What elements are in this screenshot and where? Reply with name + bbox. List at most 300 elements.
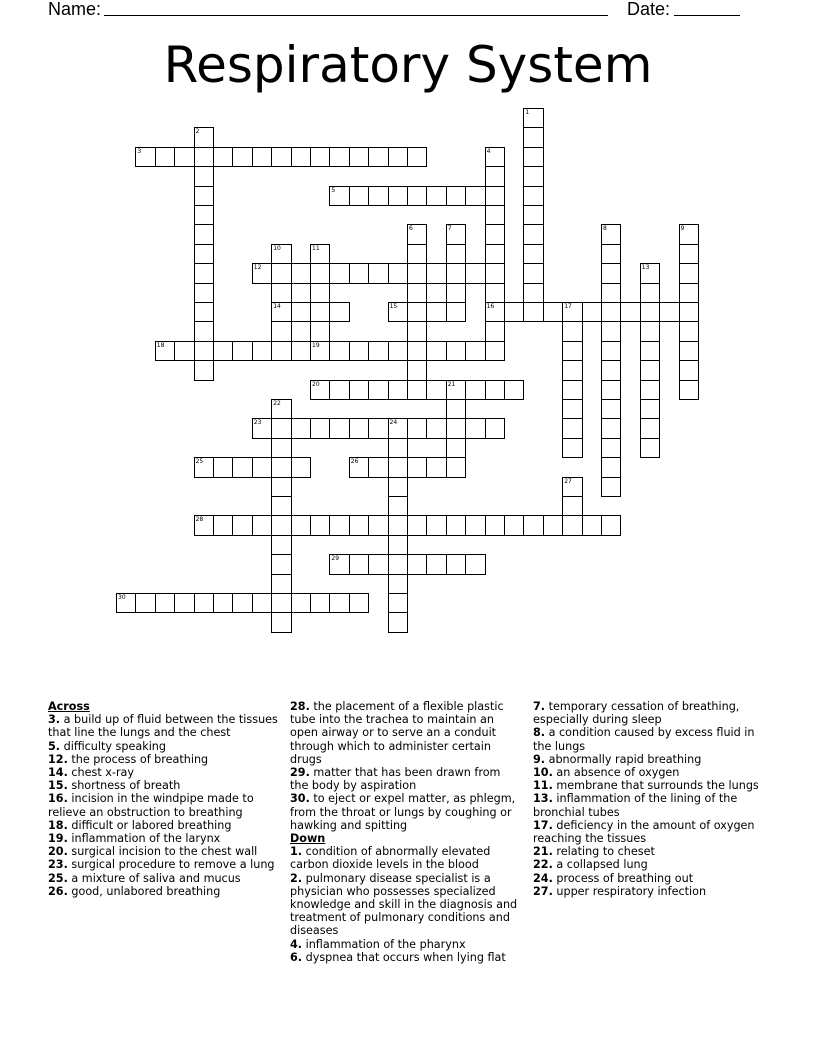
crossword-cell[interactable] — [271, 612, 291, 632]
crossword-cell[interactable] — [271, 302, 291, 322]
crossword-cell[interactable] — [640, 341, 660, 361]
clue-number-label: 14. — [48, 766, 68, 780]
crossword-cell[interactable] — [426, 302, 446, 322]
clue-number-label: 19. — [48, 832, 68, 846]
crossword-cell[interactable] — [329, 418, 349, 438]
crossword-cell[interactable] — [601, 244, 621, 264]
clue-number: 3 — [137, 147, 142, 155]
crossword-cell[interactable] — [271, 341, 291, 361]
crossword-cell[interactable] — [504, 380, 524, 400]
crossword-cell[interactable] — [562, 515, 582, 535]
crossword-cell[interactable] — [388, 147, 408, 167]
crossword-cell[interactable] — [194, 127, 214, 147]
crossword-cell[interactable] — [252, 147, 272, 167]
crossword-cell[interactable] — [349, 341, 369, 361]
clue-number-label: 25. — [48, 871, 68, 885]
crossword-cell[interactable] — [640, 263, 660, 283]
crossword-cell[interactable] — [485, 166, 505, 186]
crossword-cell[interactable] — [349, 380, 369, 400]
crossword-cell[interactable] — [310, 263, 330, 283]
crossword-cell[interactable] — [485, 244, 505, 264]
crossword-cell[interactable] — [329, 554, 349, 574]
clue-item — [48, 792, 280, 818]
crossword-cell[interactable] — [329, 515, 349, 535]
clue-item — [48, 779, 280, 792]
clue-number: 22 — [273, 400, 281, 407]
clue-number-label: 26. — [48, 884, 68, 898]
crossword-cell[interactable] — [679, 321, 699, 341]
crossword-cell[interactable] — [679, 244, 699, 264]
crossword-cell[interactable] — [155, 147, 175, 167]
clue-text: dyspnea that occurs when lying flat — [302, 950, 506, 964]
crossword-cell[interactable] — [562, 399, 582, 419]
crossword-cell[interactable] — [407, 283, 427, 303]
crossword-cell[interactable] — [601, 302, 621, 322]
clue-item — [48, 766, 280, 779]
crossword-cell[interactable] — [232, 593, 252, 613]
crossword-cell[interactable] — [601, 399, 621, 419]
crossword-cell[interactable] — [446, 457, 466, 477]
crossword-cell[interactable] — [523, 283, 543, 303]
clue-item — [533, 819, 765, 845]
crossword-cell[interactable] — [465, 515, 485, 535]
crossword-cell[interactable] — [679, 224, 699, 244]
crossword-cell[interactable] — [562, 360, 582, 380]
crossword-cell[interactable] — [349, 457, 369, 477]
clue-text: incision in the windpipe made to relieve an obstruction to breathing — [48, 792, 254, 819]
crossword-cell[interactable] — [485, 147, 505, 167]
crossword-cell[interactable] — [155, 593, 175, 613]
crossword-cell[interactable] — [291, 263, 311, 283]
crossword-cell[interactable] — [640, 283, 660, 303]
crossword-cell[interactable] — [135, 147, 155, 167]
clue-number-label: 27. — [533, 884, 553, 898]
crossword-cell[interactable] — [194, 593, 214, 613]
crossword-cell[interactable] — [329, 380, 349, 400]
crossword-cell[interactable] — [194, 186, 214, 206]
crossword-cell[interactable] — [349, 186, 369, 206]
crossword-cell[interactable] — [485, 302, 505, 322]
crossword-cell[interactable] — [446, 283, 466, 303]
crossword-cell[interactable] — [368, 380, 388, 400]
crossword-cell[interactable] — [252, 593, 272, 613]
crossword-cell[interactable] — [194, 244, 214, 264]
crossword-cell[interactable] — [601, 360, 621, 380]
crossword-cell[interactable] — [407, 380, 427, 400]
crossword-cell[interactable] — [388, 593, 408, 613]
clue-text: relating to cheset — [552, 845, 655, 859]
crossword-cell[interactable] — [485, 418, 505, 438]
crossword-cell[interactable] — [465, 380, 485, 400]
crossword-cell[interactable] — [640, 302, 660, 322]
crossword-cell[interactable] — [388, 496, 408, 516]
crossword-cell[interactable] — [368, 341, 388, 361]
crossword-cell[interactable] — [562, 418, 582, 438]
crossword-cell[interactable] — [291, 147, 311, 167]
crossword-cell[interactable] — [349, 418, 369, 438]
crossword-cell[interactable] — [601, 321, 621, 341]
crossword-cell[interactable] — [407, 263, 427, 283]
crossword-cell[interactable] — [213, 593, 233, 613]
crossword-cell[interactable] — [213, 147, 233, 167]
crossword-cell[interactable] — [485, 263, 505, 283]
clue-item — [533, 885, 765, 898]
crossword-cell[interactable] — [504, 302, 524, 322]
crossword-cell[interactable] — [194, 302, 214, 322]
crossword-cell[interactable] — [426, 418, 446, 438]
crossword-cell[interactable] — [194, 321, 214, 341]
crossword-cell[interactable] — [485, 341, 505, 361]
crossword-cell[interactable] — [194, 147, 214, 167]
crossword-cell[interactable] — [388, 186, 408, 206]
crossword-cell[interactable] — [271, 147, 291, 167]
crossword-cell[interactable] — [485, 380, 505, 400]
crossword-cell[interactable] — [194, 166, 214, 186]
crossword-cell[interactable] — [271, 515, 291, 535]
crossword-cell[interactable] — [310, 418, 330, 438]
crossword-cell[interactable] — [601, 438, 621, 458]
crossword-cell[interactable] — [485, 283, 505, 303]
crossword-cell[interactable] — [329, 186, 349, 206]
crossword-cell[interactable] — [349, 147, 369, 167]
crossword-cell[interactable] — [679, 341, 699, 361]
crossword-cell[interactable] — [310, 593, 330, 613]
crossword-cell[interactable] — [349, 554, 369, 574]
crossword-cell[interactable] — [291, 418, 311, 438]
crossword-cell[interactable] — [368, 457, 388, 477]
crossword-cell[interactable] — [601, 515, 621, 535]
crossword-cell[interactable] — [640, 438, 660, 458]
crossword-cell[interactable] — [679, 263, 699, 283]
crossword-cell[interactable] — [426, 380, 446, 400]
crossword-cell[interactable] — [194, 205, 214, 225]
clue-number-label: 23. — [48, 858, 68, 872]
clue-number-label: 17. — [533, 818, 553, 832]
crossword-cell[interactable] — [329, 593, 349, 613]
clue-number: 15 — [389, 303, 398, 310]
crossword-cell[interactable] — [601, 263, 621, 283]
crossword-cell[interactable] — [446, 418, 466, 438]
crossword-cell[interactable] — [388, 438, 408, 458]
crossword-cell[interactable] — [523, 127, 543, 147]
crossword-cell[interactable] — [310, 515, 330, 535]
clue-text: good, unlabored breathing — [67, 884, 221, 898]
crossword-cell[interactable] — [368, 515, 388, 535]
crossword-cell[interactable] — [523, 166, 543, 186]
crossword-cell[interactable] — [388, 574, 408, 594]
crossword-cell[interactable] — [388, 554, 408, 574]
crossword-cell[interactable] — [349, 263, 369, 283]
crossword-cell[interactable] — [329, 302, 349, 322]
crossword-cell[interactable] — [679, 380, 699, 400]
clue-text: the process of breathing — [67, 752, 209, 766]
crossword-cell[interactable] — [174, 593, 194, 613]
crossword-cell[interactable] — [194, 224, 214, 244]
crossword-cell[interactable] — [388, 457, 408, 477]
crossword-cell[interactable] — [232, 341, 252, 361]
clue-number-label: 6. — [290, 950, 303, 964]
crossword-cell[interactable] — [271, 438, 291, 458]
crossword-cell[interactable] — [271, 399, 291, 419]
crossword-cell[interactable] — [407, 186, 427, 206]
clue-text: inflammation of the lining of the bronchial tubes — [533, 792, 738, 819]
crossword-cell[interactable] — [562, 477, 582, 497]
crossword-cell[interactable] — [640, 321, 660, 341]
crossword-cell[interactable] — [640, 360, 660, 380]
crossword-cell[interactable] — [446, 224, 466, 244]
crossword-cell[interactable] — [388, 515, 408, 535]
crossword-cell[interactable] — [407, 418, 427, 438]
crossword-cell[interactable] — [485, 515, 505, 535]
crossword-cell[interactable] — [465, 186, 485, 206]
clue-number: 11 — [312, 244, 320, 252]
crossword-cell[interactable] — [271, 477, 291, 497]
crossword-cell[interactable] — [388, 535, 408, 555]
crossword-cell[interactable] — [213, 457, 233, 477]
crossword-cell[interactable] — [562, 341, 582, 361]
crossword-cell[interactable] — [388, 477, 408, 497]
crossword-cell[interactable] — [271, 244, 291, 264]
crossword-cell[interactable] — [523, 224, 543, 244]
crossword-cell[interactable] — [349, 515, 369, 535]
crossword-cell[interactable] — [310, 341, 330, 361]
crossword-cell[interactable] — [271, 457, 291, 477]
crossword-cell[interactable] — [446, 341, 466, 361]
clue-number-label: 1. — [290, 845, 303, 859]
crossword-cell[interactable] — [407, 224, 427, 244]
crossword-cell[interactable] — [620, 302, 640, 322]
clue-text: difficulty speaking — [60, 739, 166, 753]
clue-item — [533, 845, 765, 858]
crossword-cell[interactable] — [368, 554, 388, 574]
crossword-cell[interactable] — [388, 302, 408, 322]
crossword-cell[interactable] — [562, 302, 582, 322]
crossword-cell[interactable] — [426, 457, 446, 477]
clue-number: 8 — [603, 225, 607, 233]
crossword-cell[interactable] — [407, 360, 427, 380]
crossword-cell[interactable] — [640, 399, 660, 419]
crossword-cell[interactable] — [426, 186, 446, 206]
clue-number-label: 10. — [533, 766, 553, 780]
clue-number: 16 — [486, 303, 495, 310]
crossword-cell[interactable] — [388, 263, 408, 283]
crossword-cell[interactable] — [659, 302, 679, 322]
clue-number-label: 18. — [48, 818, 68, 832]
clue-number: 19 — [312, 341, 320, 349]
crossword-cell[interactable] — [446, 263, 466, 283]
crossword-cell[interactable] — [543, 515, 563, 535]
crossword-cell[interactable] — [504, 515, 524, 535]
crossword-cell[interactable] — [446, 438, 466, 458]
clue-number: 30 — [118, 594, 126, 601]
crossword-cell[interactable] — [601, 283, 621, 303]
crossword-cell[interactable] — [446, 186, 466, 206]
crossword-cell[interactable] — [174, 341, 194, 361]
crossword-cell[interactable] — [329, 341, 349, 361]
crossword-cell[interactable] — [562, 496, 582, 516]
crossword-cell[interactable] — [194, 360, 214, 380]
clue-number-label: 20. — [48, 845, 68, 859]
crossword-cell[interactable] — [485, 321, 505, 341]
crossword-cell[interactable] — [465, 341, 485, 361]
crossword-cell[interactable] — [310, 321, 330, 341]
crossword-cell[interactable] — [271, 321, 291, 341]
crossword-cell[interactable] — [291, 593, 311, 613]
crossword-cell[interactable] — [679, 302, 699, 322]
crossword-cell[interactable] — [407, 244, 427, 264]
crossword-cell[interactable] — [271, 496, 291, 516]
crossword-cell[interactable] — [601, 341, 621, 361]
crossword-cell[interactable] — [213, 515, 233, 535]
crossword-cell[interactable] — [194, 263, 214, 283]
crossword-cell[interactable] — [407, 554, 427, 574]
crossword-cell[interactable] — [194, 457, 214, 477]
clue-item — [533, 792, 765, 818]
crossword-cell[interactable] — [523, 244, 543, 264]
clue-text: chest x-ray — [67, 766, 135, 780]
crossword-cell[interactable] — [310, 302, 330, 322]
crossword-cell[interactable] — [116, 593, 136, 613]
crossword-cell[interactable] — [329, 263, 349, 283]
crossword-cell[interactable] — [679, 360, 699, 380]
crossword-cell[interactable] — [465, 418, 485, 438]
crossword-cell[interactable] — [252, 515, 272, 535]
crossword-cell[interactable] — [640, 380, 660, 400]
crossword-cell[interactable] — [388, 418, 408, 438]
clue-number-label: 15. — [48, 779, 68, 793]
crossword-cell[interactable] — [407, 341, 427, 361]
clue-item — [48, 858, 280, 871]
clue-number: 26 — [350, 458, 359, 466]
crossword-cell[interactable] — [523, 205, 543, 225]
crossword-cell[interactable] — [601, 418, 621, 438]
crossword-cell[interactable] — [543, 302, 563, 322]
clue-text: abnormally rapid breathing — [545, 752, 702, 766]
clue-text: shortness of breath — [67, 779, 181, 793]
clue-text: surgical incision to the chest wall — [67, 845, 258, 859]
crossword-cell[interactable] — [349, 593, 369, 613]
crossword-cell[interactable] — [271, 593, 291, 613]
crossword-cell[interactable] — [291, 302, 311, 322]
clue-item — [48, 845, 280, 858]
crossword-cell[interactable] — [252, 341, 272, 361]
crossword-cell[interactable] — [523, 302, 543, 322]
crossword-cell[interactable] — [135, 593, 155, 613]
crossword-cell[interactable] — [465, 263, 485, 283]
crossword-cell[interactable] — [446, 554, 466, 574]
crossword-cell[interactable] — [388, 380, 408, 400]
crossword-cell[interactable] — [485, 224, 505, 244]
crossword-cell[interactable] — [485, 186, 505, 206]
crossword-cell[interactable] — [271, 283, 291, 303]
crossword-cell[interactable] — [252, 263, 272, 283]
crossword-cell[interactable] — [446, 380, 466, 400]
crossword-cell[interactable] — [601, 380, 621, 400]
crossword-cell[interactable] — [446, 302, 466, 322]
crossword-cell[interactable] — [562, 380, 582, 400]
crossword-cell[interactable] — [465, 554, 485, 574]
crossword-cell[interactable] — [407, 321, 427, 341]
crossword-cell[interactable] — [407, 457, 427, 477]
crossword-cell[interactable] — [174, 147, 194, 167]
crossword-cell[interactable] — [523, 186, 543, 206]
crossword-cell[interactable] — [271, 574, 291, 594]
crossword-cell[interactable] — [388, 612, 408, 632]
crossword-cell[interactable] — [329, 147, 349, 167]
crossword-cell[interactable] — [252, 457, 272, 477]
crossword-cell[interactable] — [426, 263, 446, 283]
crossword-cell[interactable] — [426, 554, 446, 574]
crossword-cell[interactable] — [601, 224, 621, 244]
crossword-cell[interactable] — [388, 341, 408, 361]
crossword-cell[interactable] — [271, 263, 291, 283]
clue-item — [48, 832, 280, 845]
crossword-cell[interactable] — [232, 457, 252, 477]
crossword-cell[interactable] — [368, 147, 388, 167]
crossword-cell[interactable] — [446, 244, 466, 264]
crossword-cell[interactable] — [155, 341, 175, 361]
crossword-cell[interactable] — [271, 418, 291, 438]
clue-number: 7 — [447, 225, 452, 233]
crossword-cell[interactable] — [213, 341, 233, 361]
crossword-cell[interactable] — [523, 147, 543, 167]
crossword-cell[interactable] — [232, 515, 252, 535]
crossword-cell[interactable] — [194, 341, 214, 361]
crossword-cell[interactable] — [194, 283, 214, 303]
crossword-cell[interactable] — [562, 438, 582, 458]
crossword-cell[interactable] — [523, 263, 543, 283]
crossword-cell[interactable] — [232, 147, 252, 167]
clue-number-label: 4. — [290, 937, 303, 951]
crossword-cell[interactable] — [426, 515, 446, 535]
crossword-cell[interactable] — [640, 418, 660, 438]
crossword-cell[interactable] — [368, 418, 388, 438]
crossword-cell[interactable] — [194, 515, 214, 535]
crossword-cell[interactable] — [291, 341, 311, 361]
crossword-cell[interactable] — [252, 418, 272, 438]
crossword-cell[interactable] — [562, 321, 582, 341]
crossword-cell[interactable] — [523, 108, 543, 128]
crossword-cell[interactable] — [426, 341, 446, 361]
crossword-cell[interactable] — [310, 283, 330, 303]
crossword-cell[interactable] — [310, 244, 330, 264]
crossword-cell[interactable] — [582, 515, 602, 535]
crossword-cell[interactable] — [368, 186, 388, 206]
clue-item — [48, 740, 280, 753]
crossword-cell[interactable] — [291, 457, 311, 477]
crossword-cell[interactable] — [368, 263, 388, 283]
crossword-cell[interactable] — [601, 477, 621, 497]
crossword-cell[interactable] — [679, 283, 699, 303]
crossword-cell[interactable] — [271, 554, 291, 574]
clue-text: membrane that surrounds the lungs — [552, 779, 759, 793]
crossword-cell[interactable] — [407, 515, 427, 535]
crossword-cell[interactable] — [582, 302, 602, 322]
crossword-cell[interactable] — [601, 457, 621, 477]
clue-number: 20 — [312, 380, 320, 388]
crossword-cell[interactable] — [407, 147, 427, 167]
crossword-cell[interactable] — [310, 147, 330, 167]
crossword-cell[interactable] — [271, 535, 291, 555]
crossword-cell[interactable] — [407, 302, 427, 322]
crossword-cell[interactable] — [310, 380, 330, 400]
crossword-cell[interactable] — [291, 515, 311, 535]
crossword-cell[interactable] — [523, 515, 543, 535]
crossword-cell[interactable] — [446, 515, 466, 535]
crossword-cell[interactable] — [446, 399, 466, 419]
crossword-cell[interactable] — [485, 205, 505, 225]
clue-number-label: 2. — [290, 871, 303, 885]
